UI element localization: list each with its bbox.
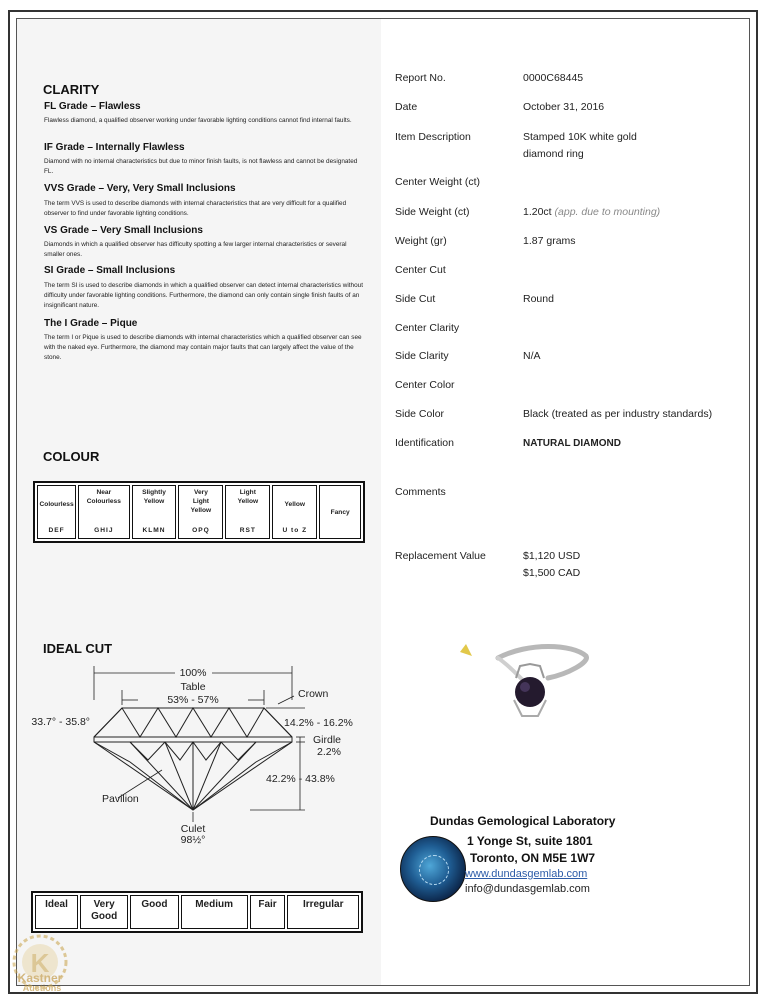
colour-name: Yellow bbox=[284, 501, 306, 508]
colour-letters: OPQ bbox=[192, 527, 210, 534]
watermark-line1: Kastner bbox=[17, 971, 63, 985]
diagram-label-table-range: 53% - 57% bbox=[167, 694, 219, 706]
watermark-line2: Auctions bbox=[22, 983, 62, 992]
cut-grade-label: Fair bbox=[258, 899, 277, 910]
diagram-label-girdle: Girdle bbox=[313, 734, 342, 746]
colour-heading: COLOUR bbox=[43, 449, 100, 464]
colour-name: Yellow bbox=[190, 507, 212, 514]
cut-grade-cell bbox=[130, 895, 178, 929]
identification-value: NATURAL DIAMOND bbox=[523, 438, 621, 449]
clarity-grade-desc: Diamonds in which a qualified observer has difficulty spotting a few larger internal characteristics or several smaller ones. bbox=[44, 241, 347, 258]
colour-cell bbox=[319, 485, 361, 539]
side-cut-value: Round bbox=[523, 293, 554, 305]
identification-label: Identification bbox=[395, 437, 454, 449]
side-cut-label: Side Cut bbox=[395, 293, 436, 305]
clarity-grade-desc: The term VVS is used to describe diamonds with internal characteristics that are very difficult for a qualified observer to find under favorable lighting conditions. bbox=[44, 200, 347, 217]
center-cut-label: Center Cut bbox=[395, 264, 446, 276]
diagram-label-culet-value: 98½° bbox=[180, 834, 206, 846]
colour-cell bbox=[37, 485, 76, 539]
cut-grade-cell bbox=[181, 895, 248, 929]
diagram-label-girdle-value: 2.2% bbox=[317, 746, 341, 758]
stone-highlight bbox=[520, 682, 530, 692]
clarity-grade-title: The I Grade – Pique bbox=[44, 318, 138, 329]
cut-grade-label: Ideal bbox=[45, 899, 68, 910]
colour-letters: DEF bbox=[48, 527, 65, 534]
clarity-grade-title: FL Grade – Flawless bbox=[44, 101, 141, 112]
seal-ring bbox=[419, 855, 449, 885]
cut-grade-cell bbox=[287, 895, 359, 929]
colour-letters: KLMN bbox=[142, 527, 166, 534]
cut-grade-cell bbox=[35, 895, 78, 929]
side-weight-label: Side Weight (ct) bbox=[395, 206, 470, 218]
diagram-label-crown-height: 14.2% - 16.2% bbox=[284, 717, 353, 729]
ring-tag bbox=[460, 644, 472, 656]
clarity-grade-title: VVS Grade – Very, Very Small Inclusions bbox=[44, 183, 236, 194]
clarity-grade-desc: Flawless diamond, a qualified observer working under favorable lighting conditions cannot find internal faults. bbox=[44, 117, 352, 124]
cut-grade-cell bbox=[250, 895, 286, 929]
side-weight-value bbox=[523, 206, 660, 218]
colour-scale-table bbox=[33, 481, 365, 543]
clarity-heading: CLARITY bbox=[43, 82, 100, 97]
cut-grade-label: Medium bbox=[195, 899, 233, 910]
item-description-value: Stamped 10K white gold bbox=[523, 131, 637, 143]
comments-label: Comments bbox=[395, 486, 446, 498]
item-description-value: diamond ring bbox=[523, 148, 584, 160]
cut-grade-label: Irregular bbox=[302, 899, 344, 910]
center-color-label: Center Color bbox=[395, 379, 455, 391]
svg-text:K: K bbox=[30, 948, 50, 978]
item-description-label: Item Description bbox=[395, 131, 471, 143]
clarity-grade-title: VS Grade – Very Small Inclusions bbox=[44, 225, 203, 236]
diagram-label-crown: Crown bbox=[298, 688, 329, 700]
diagram-label-width: 100% bbox=[179, 667, 207, 679]
side-clarity-value: N/A bbox=[523, 350, 541, 362]
colour-name: Colourless bbox=[86, 498, 121, 505]
hologram-seal-icon bbox=[400, 836, 466, 902]
side-weight-amount: 1.20ct bbox=[523, 206, 552, 218]
black-diamond-stone bbox=[515, 677, 545, 707]
center-weight-label: Center Weight (ct) bbox=[395, 176, 480, 188]
clarity-grade-desc: Diamond with no internal characteristics but due to minor finish faults, is not flawless and cannot be designated FL. bbox=[44, 158, 358, 175]
diagram-label-pavilion: Pavilion bbox=[102, 793, 139, 805]
cut-grade-cell bbox=[80, 895, 128, 929]
cut-grade-label: Good bbox=[91, 911, 118, 922]
colour-name: Slightly bbox=[142, 489, 166, 496]
colour-letters: GHIJ bbox=[94, 527, 114, 534]
diagram-label-pavilion-depth: 42.2% - 43.8% bbox=[266, 773, 335, 785]
lab-address-line2: Toronto, ON M5E 1W7 bbox=[470, 851, 596, 865]
replacement-value-usd: $1,120 USD bbox=[523, 550, 581, 562]
weight-label: Weight (gr) bbox=[395, 235, 447, 247]
cut-grade-label: Good bbox=[141, 899, 168, 910]
cut-grade-table bbox=[31, 891, 363, 933]
colour-name: Colourless bbox=[39, 501, 74, 508]
replacement-value-cad: $1,500 CAD bbox=[523, 567, 581, 579]
lab-website-link[interactable]: www.dundasgemlab.com bbox=[465, 868, 588, 880]
clarity-grade-desc: The term I or Pique is used to describe diamonds with internal characteristics which a qualified observer can see with the naked eye. Furthermore, the diamond may contain major faults that can largely affect the value of the stone. bbox=[44, 334, 362, 361]
side-clarity-label: Side Clarity bbox=[395, 350, 449, 362]
colour-cell bbox=[272, 485, 317, 539]
report-no-value: 0000C68445 bbox=[523, 72, 584, 84]
report-no-label: Report No. bbox=[395, 72, 446, 84]
colour-cell bbox=[132, 485, 177, 539]
replacement-value-label: Replacement Value bbox=[395, 550, 486, 562]
colour-name: Near bbox=[96, 489, 112, 496]
diagram-label-angle: 33.7° - 35.8° bbox=[31, 716, 90, 728]
side-color-label: Side Color bbox=[395, 408, 445, 420]
colour-name: Light bbox=[239, 489, 256, 496]
cut-grade-label: Very bbox=[93, 899, 115, 910]
colour-letters: RST bbox=[239, 527, 256, 534]
date-label: Date bbox=[395, 101, 418, 113]
lab-name: Dundas Gemological Laboratory bbox=[430, 814, 616, 828]
colour-cell bbox=[178, 485, 223, 539]
diamond-proportions-diagram bbox=[30, 660, 370, 850]
date-value: October 31, 2016 bbox=[523, 101, 605, 113]
clarity-grade-desc: The term SI is used to describe diamonds in which a qualified observer can detect internal characteristics without difficulty under favorable lighting conditions. Furthermore, the diamond can only contain single finish faults of an insignificant nature. bbox=[44, 282, 363, 309]
lab-address-line1: 1 Yonge St, suite 1801 bbox=[467, 834, 593, 848]
clarity-grade-title: SI Grade – Small Inclusions bbox=[44, 265, 176, 276]
clarity-grade-title: IF Grade – Internally Flawless bbox=[44, 142, 185, 153]
side-color-value: Black (treated as per industry standards) bbox=[523, 408, 713, 420]
ideal-cut-heading: IDEAL CUT bbox=[43, 641, 113, 656]
colour-cell bbox=[78, 485, 129, 539]
colour-name: Very bbox=[193, 489, 208, 496]
lab-email: info@dundasgemlab.com bbox=[465, 883, 590, 895]
colour-name: Yellow bbox=[143, 498, 165, 505]
weight-value: 1.87 grams bbox=[523, 235, 576, 247]
diagram-label-culet: Culet bbox=[180, 823, 206, 835]
colour-letters: U to Z bbox=[282, 527, 308, 534]
side-weight-note: (app. due to mounting) bbox=[554, 206, 661, 218]
colour-name: Fancy bbox=[330, 508, 350, 516]
kastner-auctions-watermark-logo bbox=[6, 928, 98, 992]
center-clarity-label: Center Clarity bbox=[395, 322, 460, 334]
colour-name: Yellow bbox=[237, 498, 259, 505]
diagram-label-table: Table bbox=[180, 681, 206, 693]
colour-cell bbox=[225, 485, 270, 539]
ring-photo bbox=[458, 630, 598, 730]
colour-name: Light bbox=[192, 498, 209, 505]
